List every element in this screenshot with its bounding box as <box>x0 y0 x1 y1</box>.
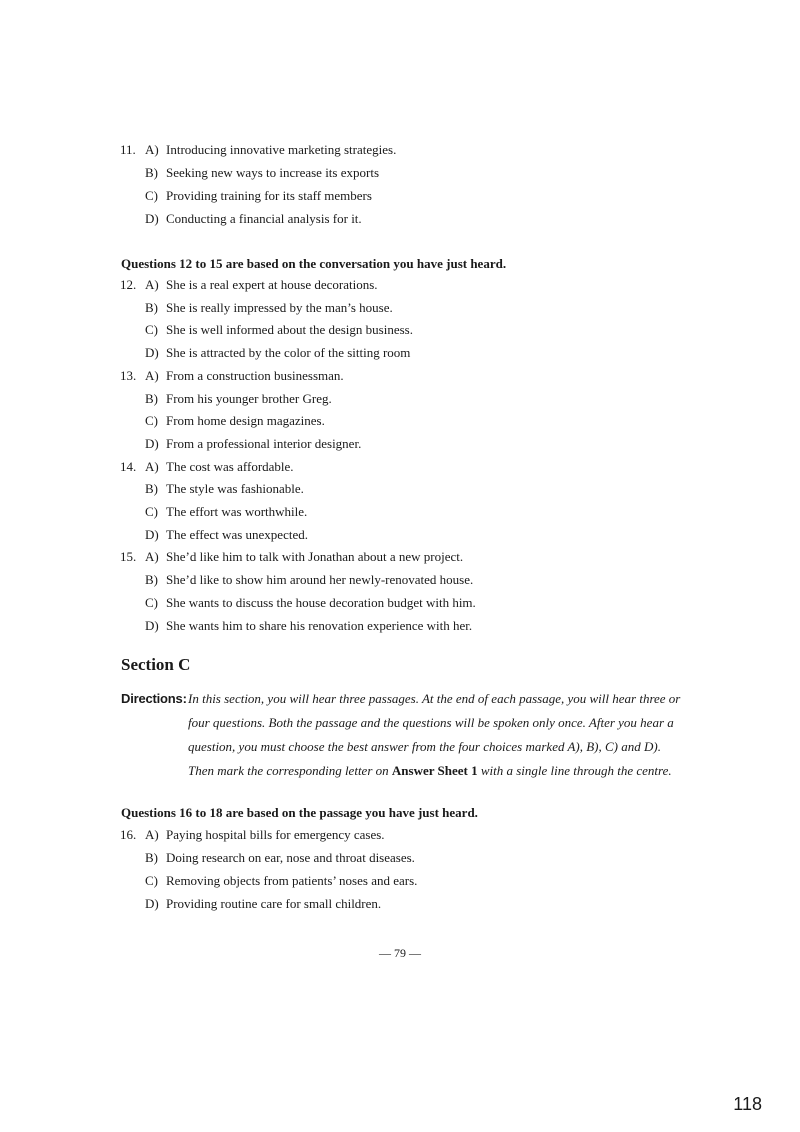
option-letter: A) <box>145 368 159 383</box>
option-text: From a professional interior designer. <box>166 436 362 451</box>
question-number: 14. <box>120 459 137 474</box>
option-text: She is attracted by the color of the sitting room <box>166 345 411 360</box>
option-text: She is a real expert at house decorations. <box>166 277 378 292</box>
option-letter: B) <box>145 300 158 315</box>
option-letter: D) <box>145 436 159 451</box>
question-number: 13. <box>120 368 137 383</box>
question-number: 16. <box>120 827 137 842</box>
option-letter: B) <box>145 165 158 180</box>
option-letter: A) <box>145 142 159 157</box>
directions-text: with a single line through the centre. <box>477 763 672 778</box>
option-text: She wants him to share his renovation experience with her. <box>166 618 473 633</box>
directions-label: Directions: <box>121 691 187 706</box>
questions-16-18-heading: Questions 16 to 18 are based on the passage you have just heard. <box>121 805 478 820</box>
option-text: The cost was affordable. <box>166 459 294 474</box>
option-letter: A) <box>145 459 159 474</box>
section-title: Section C <box>121 655 191 674</box>
option-text: Doing research on ear, nose and throat diseases. <box>166 850 415 865</box>
questions-12-15-heading: Questions 12 to 15 are based on the conversation you have just heard. <box>121 256 507 271</box>
question-number: 12. <box>120 277 137 292</box>
option-text: Removing objects from patients’ noses and ears. <box>166 873 418 888</box>
directions-line: In this section, you will hear three passages. At the end of each passage, you will hear three or <box>188 691 681 706</box>
option-text: She is well informed about the design business. <box>166 322 413 337</box>
corner-page-number: 118 <box>733 1094 762 1114</box>
directions-line <box>188 763 672 779</box>
question-number: 11. <box>120 142 136 157</box>
option-letter: A) <box>145 827 159 842</box>
option-letter: C) <box>145 188 158 203</box>
answer-sheet-label: Answer Sheet 1 <box>391 763 478 778</box>
option-letter: D) <box>145 618 159 633</box>
option-text: From a construction businessman. <box>166 368 344 383</box>
option-text: She’d like to show him around her newly-renovated house. <box>166 572 474 587</box>
option-letter: C) <box>145 595 158 610</box>
option-text: Paying hospital bills for emergency cases. <box>166 827 385 842</box>
option-letter: B) <box>145 481 158 496</box>
option-text: From his younger brother Greg. <box>166 391 332 406</box>
option-letter: C) <box>145 504 158 519</box>
option-letter: C) <box>145 413 158 428</box>
option-letter: D) <box>145 896 159 911</box>
option-letter: D) <box>145 527 159 542</box>
option-letter: B) <box>145 850 158 865</box>
question-number: 15. <box>120 549 137 564</box>
page-number: — 79 — <box>379 946 421 960</box>
option-text: The effort was worthwhile. <box>166 504 308 519</box>
option-text: From home design magazines. <box>166 413 325 428</box>
option-letter: C) <box>145 322 158 337</box>
option-letter: A) <box>145 277 159 292</box>
option-text: She is really impressed by the man’s house. <box>166 300 393 315</box>
option-text: Conducting a financial analysis for it. <box>166 211 362 226</box>
option-text: The style was fashionable. <box>166 481 304 496</box>
option-text: She’d like him to talk with Jonathan about a new project. <box>166 549 464 564</box>
option-letter: C) <box>145 873 158 888</box>
directions-text: Then mark the corresponding letter on <box>188 763 392 778</box>
option-text: Introducing innovative marketing strategies. <box>166 142 397 157</box>
option-text: Providing routine care for small children. <box>166 896 382 911</box>
option-letter: D) <box>145 211 159 226</box>
directions-line: four questions. Both the passage and the questions will be spoken only once. After you hear a <box>188 715 674 730</box>
directions-line: question, you must choose the best answer from the four choices marked A), B), C) and D). <box>188 739 661 754</box>
option-text: She wants to discuss the house decoration budget with him. <box>166 595 476 610</box>
option-text: The effect was unexpected. <box>166 527 308 542</box>
option-text: Seeking new ways to increase its exports <box>166 165 380 180</box>
option-text: Providing training for its staff members <box>166 188 372 203</box>
option-letter: B) <box>145 572 158 587</box>
option-letter: D) <box>145 345 159 360</box>
option-letter: A) <box>145 549 159 564</box>
option-letter: B) <box>145 391 158 406</box>
